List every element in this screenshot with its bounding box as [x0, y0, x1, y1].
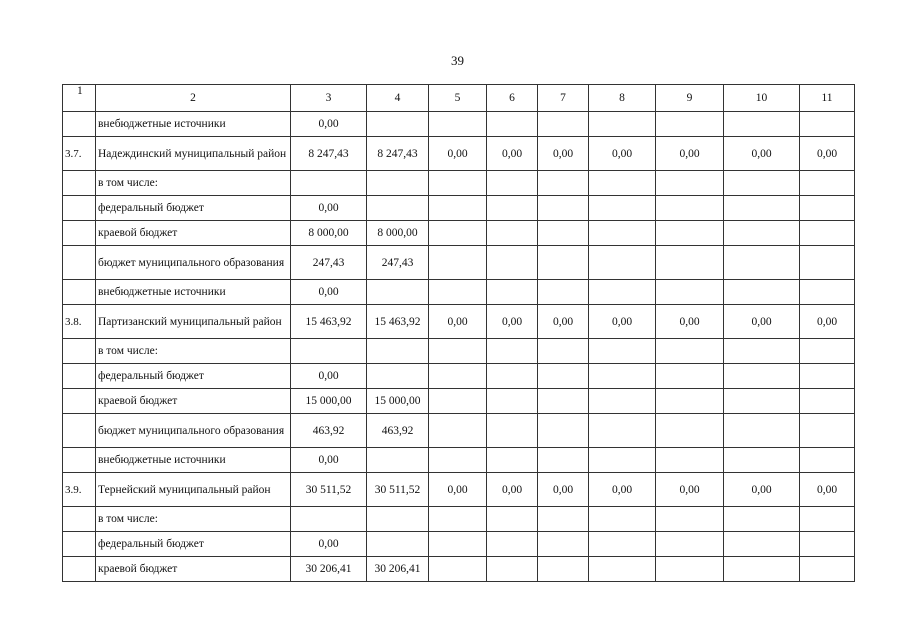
header-cell: 7 [538, 85, 589, 112]
value-cell-5 [429, 557, 487, 582]
value-cell-9 [656, 557, 724, 582]
value-cell-10 [724, 557, 800, 582]
row-index-cell [63, 112, 96, 137]
value-cell-7 [538, 221, 589, 246]
value-cell-3: 0,00 [291, 280, 367, 305]
row-index-cell: 3.7. [63, 137, 96, 171]
row-name-cell: бюджет муниципального образования [96, 246, 291, 280]
value-cell-9 [656, 221, 724, 246]
value-cell-7: 0,00 [538, 473, 589, 507]
table-row [63, 364, 855, 389]
row-index-cell [63, 221, 96, 246]
row-index-cell: 3.8. [63, 305, 96, 339]
row-index-cell [63, 280, 96, 305]
value-cell-9 [656, 507, 724, 532]
value-cell-5 [429, 339, 487, 364]
row-index-cell [63, 448, 96, 473]
value-cell-10 [724, 339, 800, 364]
table-row [63, 532, 855, 557]
value-cell-3: 0,00 [291, 112, 367, 137]
value-cell-7 [538, 339, 589, 364]
row-index-cell [63, 246, 96, 280]
value-cell-11: 0,00 [800, 305, 855, 339]
value-cell-5: 0,00 [429, 473, 487, 507]
value-cell-7 [538, 448, 589, 473]
value-cell-9 [656, 280, 724, 305]
row-index-cell [63, 171, 96, 196]
table-row [63, 171, 855, 196]
header-cell: 11 [800, 85, 855, 112]
value-cell-3 [291, 171, 367, 196]
value-cell-11 [800, 280, 855, 305]
value-cell-9 [656, 339, 724, 364]
row-name-cell: Тернейский муниципальный район [96, 473, 291, 507]
value-cell-11 [800, 112, 855, 137]
value-cell-6 [487, 448, 538, 473]
value-cell-6 [487, 246, 538, 280]
value-cell-10 [724, 280, 800, 305]
value-cell-11: 0,00 [800, 473, 855, 507]
value-cell-4: 8 247,43 [367, 137, 429, 171]
value-cell-5 [429, 448, 487, 473]
value-cell-7 [538, 389, 589, 414]
value-cell-5 [429, 171, 487, 196]
value-cell-10 [724, 507, 800, 532]
value-cell-6 [487, 221, 538, 246]
value-cell-4: 30 206,41 [367, 557, 429, 582]
value-cell-11 [800, 246, 855, 280]
value-cell-10 [724, 171, 800, 196]
value-cell-9: 0,00 [656, 305, 724, 339]
value-cell-10 [724, 196, 800, 221]
row-index-cell [63, 196, 96, 221]
header-cell: 8 [589, 85, 656, 112]
value-cell-6 [487, 557, 538, 582]
value-cell-4 [367, 507, 429, 532]
value-cell-4 [367, 280, 429, 305]
value-cell-8: 0,00 [589, 473, 656, 507]
value-cell-8 [589, 339, 656, 364]
header-cell: 2 [96, 85, 291, 112]
row-name-cell: внебюджетные источники [96, 448, 291, 473]
header-row [63, 85, 855, 112]
value-cell-7 [538, 414, 589, 448]
header-cell: 5 [429, 85, 487, 112]
value-cell-10: 0,00 [724, 473, 800, 507]
value-cell-4 [367, 112, 429, 137]
table-row [63, 414, 855, 448]
value-cell-11 [800, 557, 855, 582]
value-cell-8 [589, 246, 656, 280]
value-cell-5: 0,00 [429, 137, 487, 171]
table-row [63, 557, 855, 582]
page-number: 39 [451, 53, 464, 68]
value-cell-6 [487, 364, 538, 389]
value-cell-8 [589, 448, 656, 473]
row-index-cell [63, 414, 96, 448]
value-cell-11: 0,00 [800, 137, 855, 171]
value-cell-9 [656, 414, 724, 448]
value-cell-4: 30 511,52 [367, 473, 429, 507]
row-index-cell [63, 532, 96, 557]
value-cell-5 [429, 389, 487, 414]
value-cell-9 [656, 448, 724, 473]
value-cell-6 [487, 112, 538, 137]
value-cell-10 [724, 389, 800, 414]
value-cell-5 [429, 196, 487, 221]
value-cell-11 [800, 389, 855, 414]
value-cell-6: 0,00 [487, 305, 538, 339]
row-name-cell: краевой бюджет [96, 557, 291, 582]
value-cell-7 [538, 532, 589, 557]
value-cell-9: 0,00 [656, 473, 724, 507]
table-row [63, 389, 855, 414]
value-cell-11 [800, 414, 855, 448]
value-cell-9: 0,00 [656, 137, 724, 171]
value-cell-6: 0,00 [487, 137, 538, 171]
value-cell-8 [589, 532, 656, 557]
value-cell-5 [429, 246, 487, 280]
row-name-cell: в том числе: [96, 339, 291, 364]
row-index-cell [63, 507, 96, 532]
value-cell-9 [656, 389, 724, 414]
value-cell-5 [429, 280, 487, 305]
value-cell-4 [367, 196, 429, 221]
value-cell-6 [487, 532, 538, 557]
header-cell: 4 [367, 85, 429, 112]
value-cell-11 [800, 221, 855, 246]
value-cell-4 [367, 339, 429, 364]
table-row [63, 112, 855, 137]
value-cell-7 [538, 196, 589, 221]
table-row [63, 246, 855, 280]
value-cell-7 [538, 557, 589, 582]
value-cell-6: 0,00 [487, 473, 538, 507]
header-cell: 10 [724, 85, 800, 112]
value-cell-8 [589, 507, 656, 532]
value-cell-8: 0,00 [589, 137, 656, 171]
row-name-cell: внебюджетные источники [96, 112, 291, 137]
row-index-cell [63, 364, 96, 389]
header-cell: 6 [487, 85, 538, 112]
value-cell-5 [429, 414, 487, 448]
value-cell-3: 8 247,43 [291, 137, 367, 171]
value-cell-4: 15 000,00 [367, 389, 429, 414]
value-cell-3: 30 511,52 [291, 473, 367, 507]
value-cell-7: 0,00 [538, 137, 589, 171]
value-cell-8: 0,00 [589, 305, 656, 339]
value-cell-4 [367, 364, 429, 389]
value-cell-10 [724, 221, 800, 246]
value-cell-10 [724, 448, 800, 473]
value-cell-3: 0,00 [291, 448, 367, 473]
value-cell-10 [724, 364, 800, 389]
row-index-cell [63, 557, 96, 582]
table-row [63, 448, 855, 473]
value-cell-3: 463,92 [291, 414, 367, 448]
value-cell-4 [367, 448, 429, 473]
value-cell-9 [656, 196, 724, 221]
value-cell-6 [487, 280, 538, 305]
value-cell-11 [800, 532, 855, 557]
table-body [63, 85, 855, 582]
value-cell-8 [589, 364, 656, 389]
value-cell-11 [800, 196, 855, 221]
value-cell-8 [589, 171, 656, 196]
row-name-cell: краевой бюджет [96, 389, 291, 414]
value-cell-8 [589, 112, 656, 137]
table-row [63, 280, 855, 305]
value-cell-10 [724, 414, 800, 448]
value-cell-11 [800, 448, 855, 473]
value-cell-3: 15 000,00 [291, 389, 367, 414]
value-cell-6 [487, 389, 538, 414]
value-cell-3: 247,43 [291, 246, 367, 280]
value-cell-10: 0,00 [724, 137, 800, 171]
value-cell-7 [538, 280, 589, 305]
value-cell-9 [656, 171, 724, 196]
value-cell-8 [589, 414, 656, 448]
table-row [63, 473, 855, 507]
value-cell-5 [429, 221, 487, 246]
value-cell-10 [724, 112, 800, 137]
budget-table [62, 84, 855, 582]
row-name-cell: федеральный бюджет [96, 532, 291, 557]
table-row [63, 221, 855, 246]
table-row [63, 305, 855, 339]
row-name-cell: федеральный бюджет [96, 196, 291, 221]
value-cell-9 [656, 246, 724, 280]
value-cell-10 [724, 246, 800, 280]
row-index-cell [63, 389, 96, 414]
value-cell-5 [429, 507, 487, 532]
row-name-cell: Партизанский муниципальный район [96, 305, 291, 339]
value-cell-7 [538, 171, 589, 196]
value-cell-4: 8 000,00 [367, 221, 429, 246]
value-cell-11 [800, 339, 855, 364]
value-cell-3: 15 463,92 [291, 305, 367, 339]
row-name-cell: в том числе: [96, 507, 291, 532]
value-cell-3: 30 206,41 [291, 557, 367, 582]
value-cell-8 [589, 389, 656, 414]
value-cell-10: 0,00 [724, 305, 800, 339]
table-row [63, 339, 855, 364]
row-name-cell: бюджет муниципального образования [96, 414, 291, 448]
value-cell-4 [367, 171, 429, 196]
value-cell-3 [291, 339, 367, 364]
value-cell-7 [538, 112, 589, 137]
header-cell: 1 [63, 85, 96, 112]
value-cell-3: 0,00 [291, 532, 367, 557]
value-cell-8 [589, 221, 656, 246]
value-cell-6 [487, 507, 538, 532]
value-cell-4: 15 463,92 [367, 305, 429, 339]
value-cell-3: 8 000,00 [291, 221, 367, 246]
value-cell-6 [487, 196, 538, 221]
value-cell-3: 0,00 [291, 196, 367, 221]
value-cell-3: 0,00 [291, 364, 367, 389]
value-cell-7 [538, 246, 589, 280]
row-index-cell: 3.9. [63, 473, 96, 507]
value-cell-5 [429, 364, 487, 389]
value-cell-9 [656, 364, 724, 389]
value-cell-7 [538, 507, 589, 532]
row-name-cell: федеральный бюджет [96, 364, 291, 389]
table-row [63, 137, 855, 171]
value-cell-5: 0,00 [429, 305, 487, 339]
row-name-cell: Надеждинский муниципальный район [96, 137, 291, 171]
value-cell-3 [291, 507, 367, 532]
value-cell-6 [487, 171, 538, 196]
value-cell-4: 247,43 [367, 246, 429, 280]
header-cell: 9 [656, 85, 724, 112]
row-name-cell: внебюджетные источники [96, 280, 291, 305]
row-name-cell: краевой бюджет [96, 221, 291, 246]
value-cell-11 [800, 364, 855, 389]
value-cell-11 [800, 507, 855, 532]
value-cell-4 [367, 532, 429, 557]
value-cell-6 [487, 414, 538, 448]
value-cell-9 [656, 532, 724, 557]
table-row [63, 507, 855, 532]
value-cell-9 [656, 112, 724, 137]
table-row [63, 196, 855, 221]
value-cell-5 [429, 112, 487, 137]
value-cell-8 [589, 196, 656, 221]
header-cell: 3 [291, 85, 367, 112]
value-cell-7: 0,00 [538, 305, 589, 339]
value-cell-10 [724, 532, 800, 557]
value-cell-8 [589, 557, 656, 582]
value-cell-11 [800, 171, 855, 196]
value-cell-5 [429, 532, 487, 557]
value-cell-7 [538, 364, 589, 389]
value-cell-6 [487, 339, 538, 364]
row-name-cell: в том числе: [96, 171, 291, 196]
value-cell-4: 463,92 [367, 414, 429, 448]
row-index-cell [63, 339, 96, 364]
value-cell-8 [589, 280, 656, 305]
